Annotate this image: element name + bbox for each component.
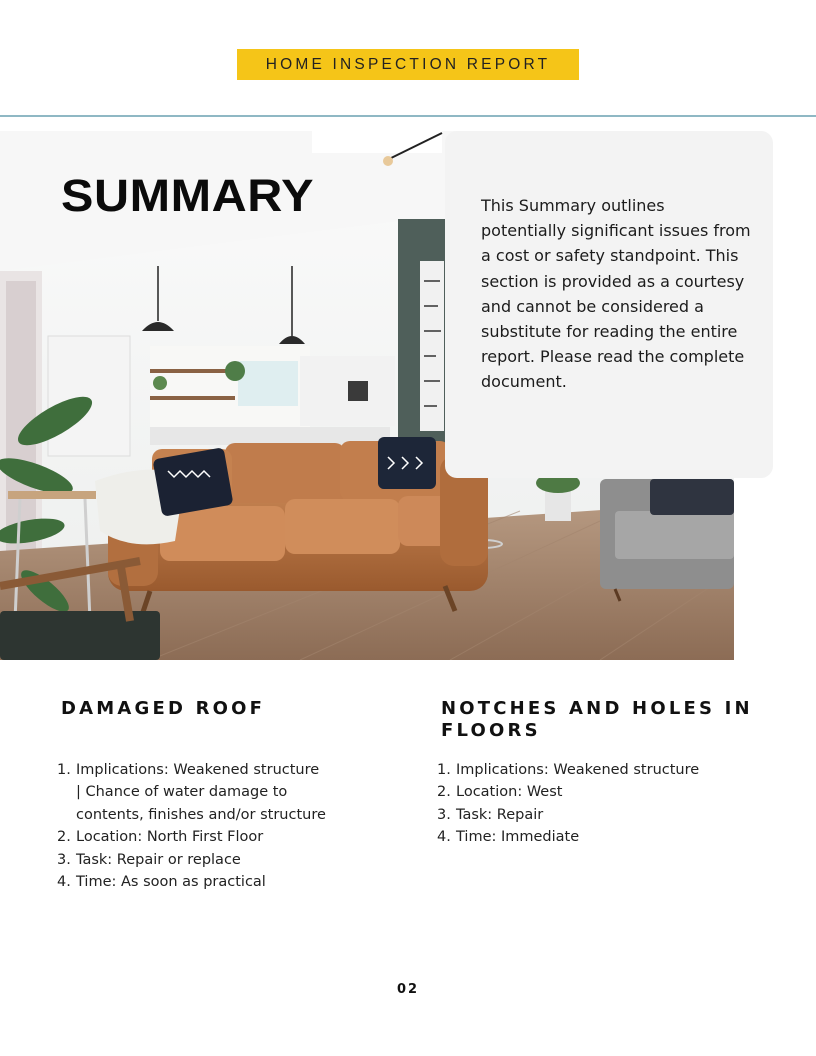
- section-heading: DAMAGED ROOF: [61, 698, 266, 719]
- item-text: Implications: Weakened structure: [456, 762, 700, 778]
- item-text: Task: Repair: [456, 806, 544, 823]
- list-item: [57, 759, 326, 826]
- item-number: 2.: [437, 784, 451, 801]
- item-text: Time: As soon as practical: [76, 874, 266, 891]
- item-number: 3.: [437, 806, 451, 823]
- page-title: SUMMARY: [61, 170, 315, 221]
- page-number: 02: [396, 982, 420, 997]
- list-item: [57, 826, 326, 848]
- summary-text: This Summary outlines potentially significant issues from a cost or safety standpoint. This section is provided as a courtesy and cannot be considered a substitute for reading the entire report. Please read the complete document.: [481, 196, 751, 392]
- item-number: 2.: [57, 829, 71, 846]
- list-item: [437, 804, 706, 826]
- findings-list: [57, 759, 326, 893]
- list-item: [437, 826, 706, 848]
- item-text: Task: Repair or replace: [76, 851, 241, 868]
- item-number: 4.: [57, 874, 71, 891]
- section-heading: NOTCHES AND HOLES IN FLOORS: [441, 698, 753, 741]
- item-number: 1.: [437, 762, 451, 778]
- header-divider: [0, 115, 816, 117]
- item-number: 3.: [57, 851, 71, 868]
- report-header-badge: [237, 49, 579, 80]
- list-item: [57, 871, 326, 893]
- list-item: [437, 759, 706, 781]
- damaged-roof-section: [57, 698, 381, 891]
- notches-holes-section: [437, 698, 761, 846]
- item-text: Implications: Weakened structure | Chance of water damage to contents, finishes and/or structure: [76, 762, 326, 823]
- report-header-label: HOME INSPECTION REPORT: [265, 55, 551, 73]
- item-number: 1.: [57, 762, 71, 778]
- item-text: Location: North First Floor: [76, 829, 264, 846]
- list-item: [437, 781, 706, 803]
- summary-card: [445, 131, 773, 478]
- list-item: [57, 849, 326, 871]
- item-text: Time: Immediate: [456, 829, 580, 846]
- findings-list: [437, 759, 706, 849]
- item-text: Location: West: [456, 784, 563, 801]
- item-number: 4.: [437, 829, 451, 846]
